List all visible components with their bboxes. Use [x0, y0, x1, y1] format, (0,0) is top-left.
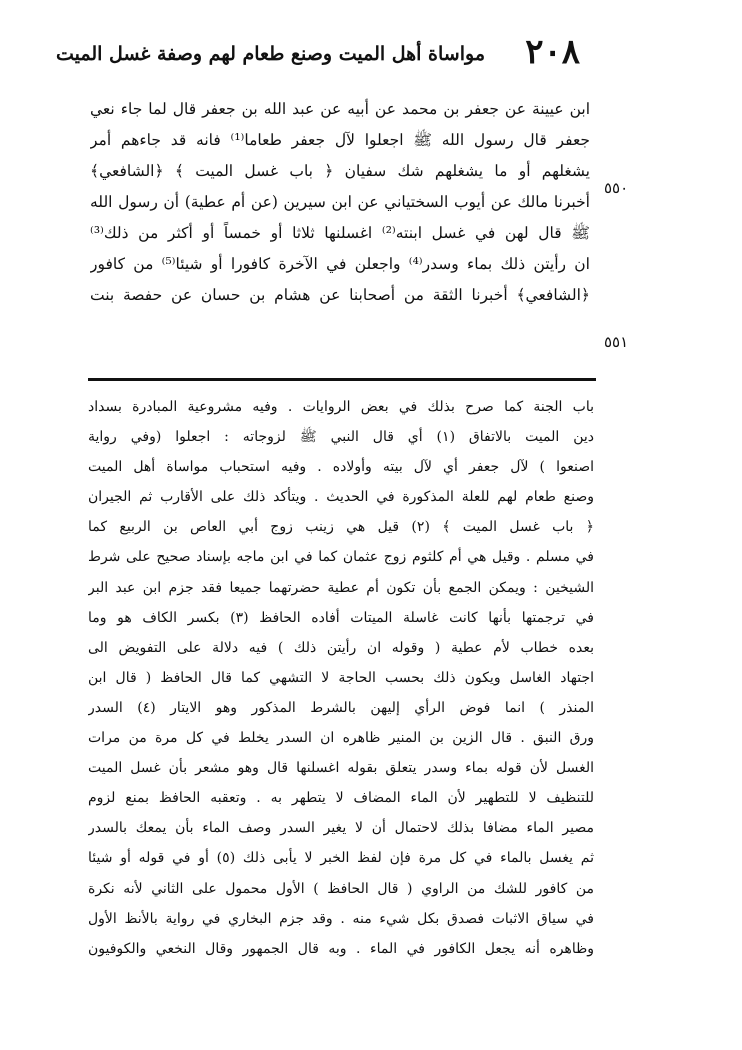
commentary-line: بعده خطاب لأم عطية ( وقوله ان رأيتن ذلك ) فيه دلالة على التفويض الى	[88, 639, 594, 656]
hadith-number: ٥٥١	[604, 333, 629, 351]
main-text-line: ابن عيينة عن جعفر بن محمد عن أبيه عن عبد الله بن جعفر قال لما جاء نعي	[90, 100, 590, 118]
commentary-line: في مسلم . وقيل هي أم كلثوم زوج عثمان كما في ابن ماجه بإسناد صحيح على شرط	[88, 549, 594, 566]
footnote-divider	[88, 378, 596, 381]
main-hadith-text	[90, 94, 590, 311]
commentary-line: ورق النبق . قال الزين بن المنير ظاهره ان السدر يخلط في كل مرة من مرات	[88, 730, 594, 747]
commentary-line: ﴿ باب غسل الميت ﴾ (٢) قيل هي زينب زوج أبي العاص بن الربيع كما	[88, 519, 594, 536]
main-text-line: ﷺ قال لهن في غسل ابنته⁽²⁾ اغسلنها ثلاثا أو خمساً أو أكثر من ذلك⁽³⁾	[90, 224, 590, 242]
commentary-line: دين الميت بالاتفاق (١) أي قال النبي ﷺ لزوجاته : اجعلوا (وفي رواية	[88, 429, 594, 446]
hadith-number: ٥٥٠	[604, 179, 629, 197]
page-header	[56, 30, 580, 80]
main-text-line: ان رأيتن ذلك بماء وسدر⁽⁴⁾ واجعلن في الآخرة كافورا أو شيئا⁽⁵⁾ من كافور	[90, 255, 590, 273]
commentary-line: من كافور للشك من الراوي ( قال الحافظ ) الأول محمول على الثاني لأنه نكرة	[88, 880, 594, 897]
main-text-line: ﴿الشافعي﴾ أخبرنا الثقة من أصحابنا عن هشام بن حسان عن حفصة بنت	[90, 286, 590, 304]
commentary-line: في سياق الاثبات فصدق بكل شيء منه . وقد جزم البخاري في رواية بالأنظ الأول	[88, 910, 594, 927]
commentary-line: الشيخين : ويمكن الجمع بأن تكون أم عطية حضرتهما جميعا فقد جزم ابن عبد البر	[88, 579, 594, 596]
commentary-line: للتنظيف لا للتطهير لأن الماء المضاف لا يتطهر به . وتعقبه الحافظ بمنع لزوم	[88, 790, 594, 807]
running-title: مواساة أهل الميت وصنع طعام لهم وصفة غسل الميت	[56, 43, 485, 65]
commentary-line: مصير الماء مضافا بذلك لاحتمال أن لا يغير السدر وصف الماء بأن يمعك بالسدر	[88, 820, 594, 837]
main-text-line: أخبرنا مالك عن أيوب السختياني عن ابن سيرين (عن أم عطية) أن رسول الله	[90, 193, 590, 211]
main-text-line: جعفر قال رسول الله ﷺ اجعلوا لآل جعفر طعاما⁽¹⁾ فانه قد جاءهم أمر	[90, 131, 590, 149]
commentary-line: باب الجنة كما صرح بذلك في بعض الروايات . وفيه مشروعية المبادرة بسداد	[88, 399, 594, 415]
commentary-line: اصنعوا ) لآل جعفر أي لآل بيته وأولاده . وفيه استحباب مواساة أهل الميت	[88, 459, 594, 476]
main-text-line: يشغلهم أو ما يشغلهم شك سفيان ﴿ باب غسل الميت ﴾ ﴿الشافعي﴾	[90, 162, 590, 180]
commentary-line: ثم يغسل بالماء في كل مرة فإن لفظ الخبر لا يأبى ذلك (٥) أو في قوله أو شيئا	[88, 850, 594, 867]
commentary-line: وظاهره أنه يجعل الكافور في الماء . وبه قال الجمهور وقال النخعي والكوفيون	[88, 940, 594, 957]
commentary-line: المنذر ) انما فوض الرأي إليهن بالشرط المذكور وهو الايتار (٤) السدر	[88, 699, 594, 716]
commentary-line: اجتهاد الغاسل ويكون ذلك بحسب الحاجة لا التشهي كما قال الحافظ ( قال ابن	[88, 669, 594, 686]
commentary-line: في ترجمتها بأنها كانت غاسلة الميتات أفاده الحافظ (٣) بكسر الكاف هو وما	[88, 609, 594, 626]
page-number: ٢٠٨	[525, 32, 580, 72]
commentary-line: وصنع طعام لهم للعلة المذكورة في الحديث . ويتأكد ذلك على الأقارب ثم الجيران	[88, 489, 594, 506]
commentary-line: الغسل لأن قوله بماء وسدر يتعلق بقوله اغسلنها قال وهو مشعر بأن غسل الميت	[88, 760, 594, 777]
commentary-footnotes	[88, 392, 594, 964]
